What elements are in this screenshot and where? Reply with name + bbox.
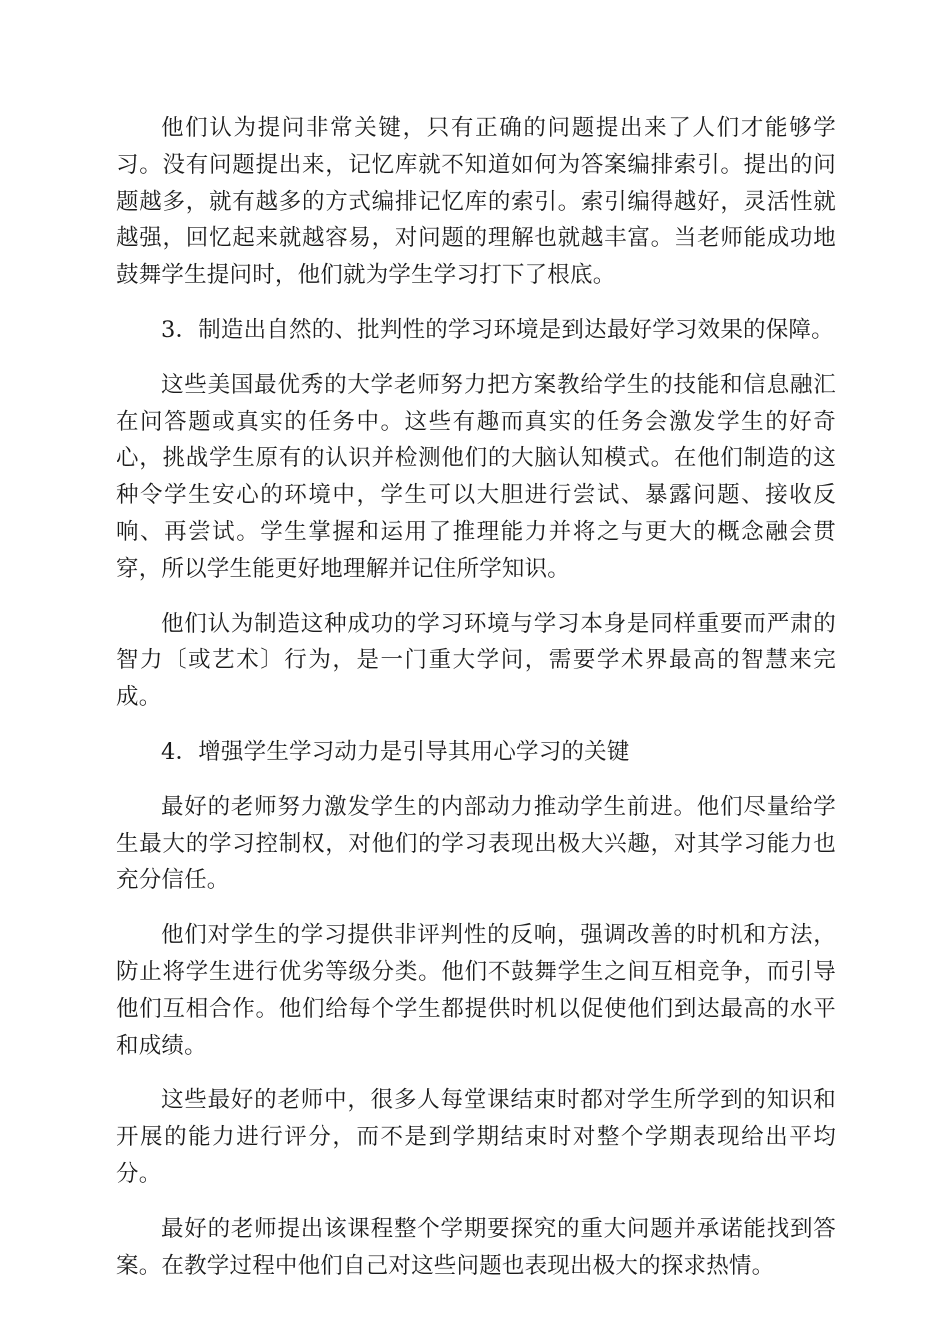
paragraph-inner-motivation: 最好的老师努力激发学生的内部动力推动学生前进。他们尽量给学生最大的学习控制权，对他们的学习表现出极大兴趣，对其学习能力也充分信任。 <box>116 793 836 894</box>
paragraph-feedback: 他们对学生的学习提供非评判性的反响，强调改善的时机和方法，防止将学生进行优劣等级分类。他们不鼓舞学生之间互相竞争，而引导他们互相合作。他们给每个学生都提供时机以促使他们到达最高的水平和成绩。 <box>116 922 836 1059</box>
paragraph-grading: 这些最好的老师中，很多人每堂课结束时都对学生所学到的知识和开展的能力进行评分，而不是到学期结束时对整个学期表现给出平均分。 <box>116 1087 836 1187</box>
paragraph-learning-environment: 这些美国最优秀的大学老师努力把方案教给学生的技能和信息融汇在问答题或真实的任务中。这些有趣而真实的任务会激发学生的好奇心，挑战学生原有的认识并检测他们的大脑认知模式。在他们制造的这种令学生安心的环境中，学生可以大胆进行尝试、暴露问题、接收反响、再尝试。学生掌握和运用了推理能力并将之与更大的概念融会贯穿，所以学生能更好地理解并记住所学知识。 <box>116 371 836 582</box>
paragraph-questions: 他们认为提问非常关键，只有正确的问题提出来了人们才能够学习。没有问题提出来，记忆库就不知道如何为答案编排索引。提出的问题越多，就有越多的方式编排记忆库的索引。索引编得越好，灵活性就越强，回忆起来就越容易，对问题的理解也就越丰富。当老师能成功地鼓舞学生提问时，他们就为学生学习打下了根底。 <box>116 115 836 289</box>
section-heading-3: 3．制造出自然的、批判性的学习环境是到达最好学习效果的保障。 <box>161 316 834 343</box>
section-heading-4: 4．增强学生学习动力是引导其用心学习的关键 <box>161 738 630 765</box>
paragraph-intellectual-act: 他们认为制造这种成功的学习环境与学习本身是同样重要而严肃的智力〔或艺术〕行为，是一门重大学问，需要学术界最高的智慧来完成。 <box>116 610 836 711</box>
paragraph-big-questions: 最好的老师提出该课程整个学期要探究的重大问题并承诺能找到答案。在教学过程中他们自己对这些问题也表现出极大的探求热情。 <box>116 1215 836 1279</box>
document-body <box>116 110 836 1302</box>
